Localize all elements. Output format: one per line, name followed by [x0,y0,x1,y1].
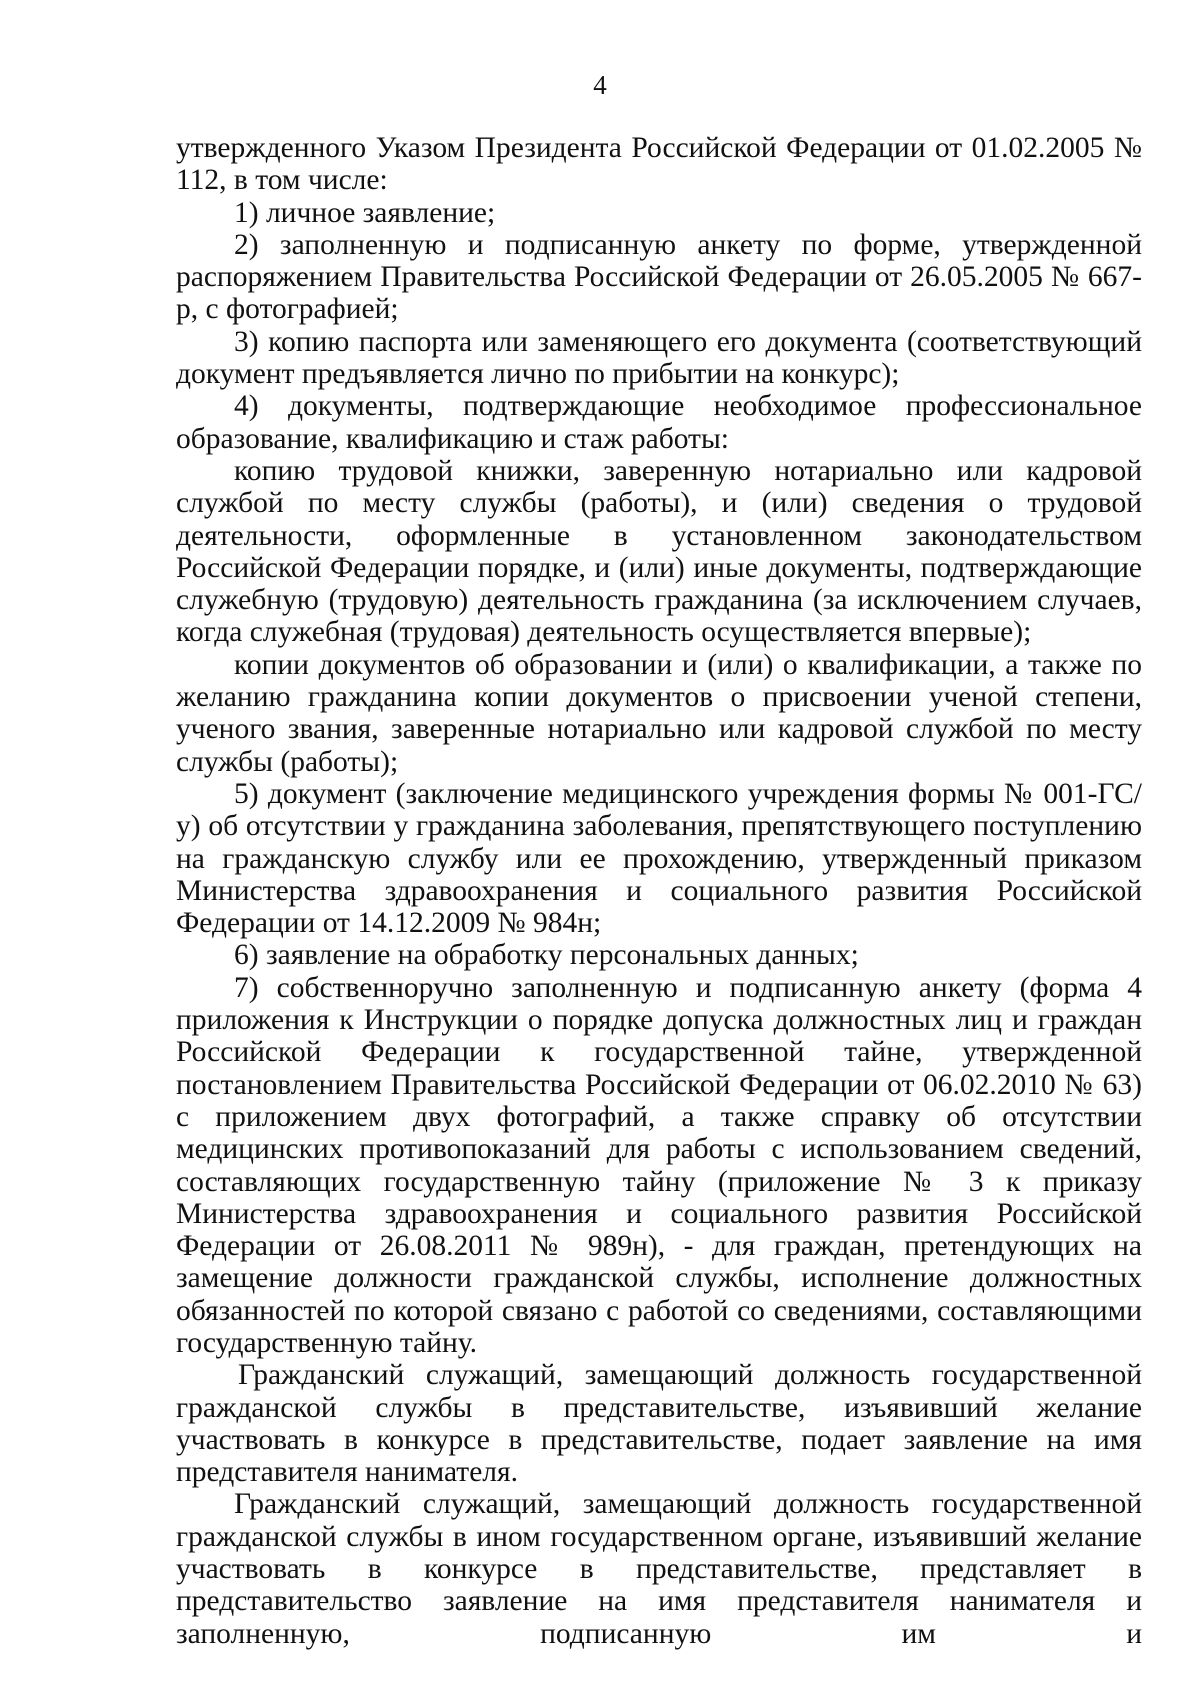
paragraph-item-2: 2) заполненную и подписанную анкету по форме, утвержденной распоряжением Правительства Российской Федерации от 26.05.2005 № 667-р, с фотографией; [176,228,1142,326]
document-body [176,132,1142,1650]
paragraph-item-4-education: копии документов об образовании и (или) о квалификации, а также по желанию гражданина копии документов о присвоении ученой степени, ученого звания, заверенные нотариально или кадровой службой по месту службы (работы); [176,648,1142,778]
paragraph-civil-servant-other-body: Гражданский служащий, замещающий должность государственной гражданской службы в ином государственном органе, изъявивший желание участвовать в конкурсе в представительстве, представляет в представительство заявление на имя представителя нанимателя и заполненную, подписанную им и [176,1488,1142,1650]
paragraph-item-7: 7) собственноручно заполненную и подписанную анкету (форма 4 приложения к Инструкции о порядке допуска должностных лиц и граждан Российской Федерации к государственной тайне, утвержденной постановлением Правительства Российской Федерации от 06.02.2010 № 63) с приложением двух фотографий, а также справку об отсутствии медицинских противопоказаний для работы с использованием сведений, составляющих государственную тайну (приложение № 3 к приказу Министерства здравоохранения и социального развития Российской Федерации от 26.08.2011 № 989н), - для граждан, претендующих на замещение должности гражданской службы, исполнение должностных обязанностей по которой связано с работой со сведениями, составляющими государственную тайну. [176,971,1142,1359]
paragraph-item-5: 5) документ (заключение медицинского учреждения формы № 001-ГС/у) об отсутствии у гражданина заболевания, препятствующего поступлению на гражданскую службу или ее прохождению, утвержденный приказом Министерства здравоохранения и социального развития Российской Федерации от 14.12.2009 № 984н; [176,777,1142,940]
paragraph-item-6: 6) заявление на обработку персональных данных; [234,939,859,972]
paragraph-civil-servant-representation: Гражданский служащий, замещающий должность государственной гражданской службы в представительстве, изъявивший желание участвовать в конкурсе в представительстве, подает заявление на имя представителя нанимателя. [176,1359,1142,1489]
page-number: 4 [593,70,607,100]
paragraph-item-3: 3) копию паспорта или заменяющего его документа (соответствующий документ предъявляется лично по прибытии на конкурс); [176,325,1142,391]
paragraph-item-4: 4) документы, подтверждающие необходимое профессиональное образование, квалификацию и стаж работы: [176,390,1142,455]
paragraph-intro: утвержденного Указом Президента Российской Федерации от 01.02.2005 № 112, в том числе: [176,132,1142,197]
paragraph-item-1: 1) личное заявление; [234,196,496,229]
paragraph-item-4-work-book: копию трудовой книжки, заверенную нотариально или кадровой службой по месту службы (работы), и (или) сведения о трудовой деятельности, оформленные в установленном законодательством Российской Федерации порядке, и (или) иные документы, подтверждающие служебную (трудовую) деятельность гражданина (за исключением случаев, когда служебная (трудовая) деятельность осуществляется впервые); [176,454,1142,649]
